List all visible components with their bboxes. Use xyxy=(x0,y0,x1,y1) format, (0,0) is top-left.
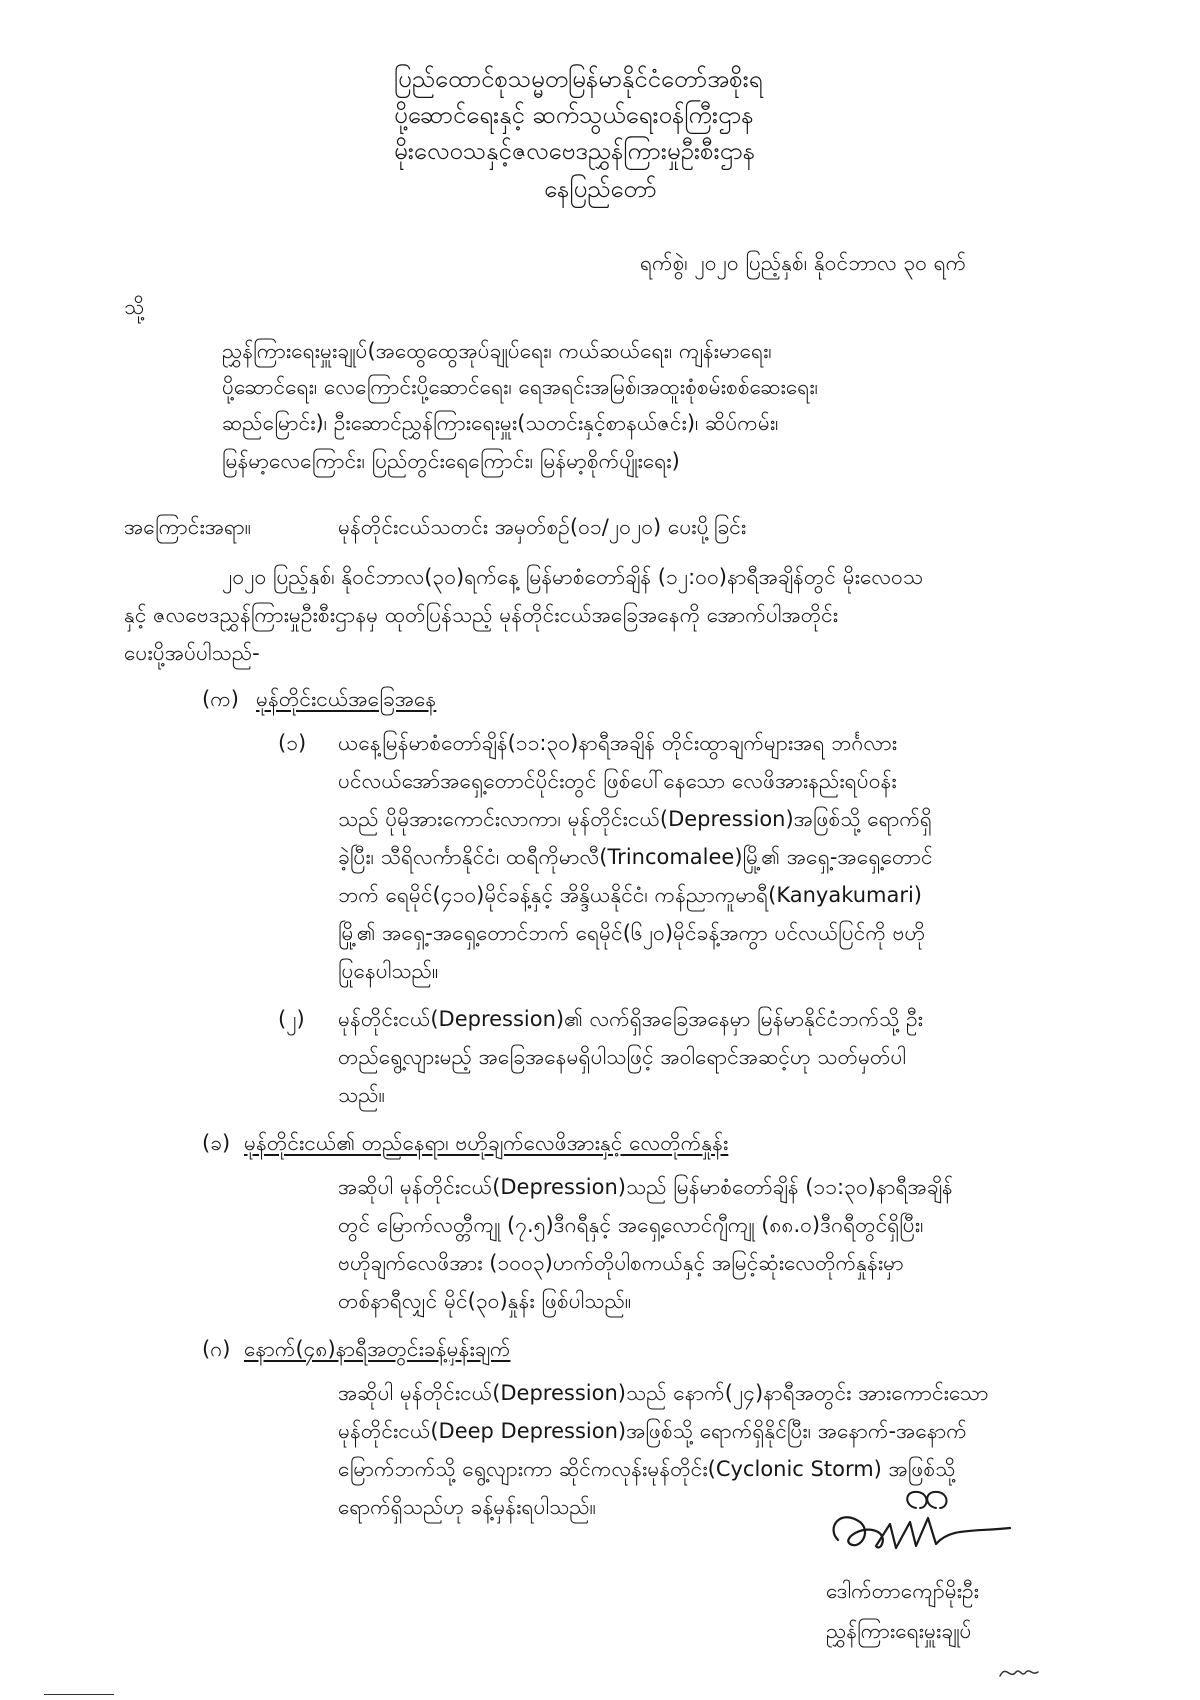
section-a-number: (က) xyxy=(202,687,239,711)
item-1-line: မြို့၏ အရှေ့-အရှေ့တောင်ဘက် ရေမိုင်(၆၂၀)မိုင်ခန့်အကွာ ပင်လယ်ပြင်ကို ဗဟို xyxy=(338,921,926,945)
corner-rule xyxy=(44,1694,114,1695)
item-1-number: (၁) xyxy=(278,731,307,755)
recipients-line: မြန်မာ့လေကြောင်း၊ ပြည်တွင်းရေကြောင်း၊ မြန်မာ့စိုက်ပျိုးရေး) xyxy=(222,449,680,473)
section-c-line: မုန်တိုင်းငယ်(Deep Depression)အဖြစ်သို့ ရောက်ရှိနိုင်ပြီး၊ အနောက်-အနောက် xyxy=(338,1419,967,1443)
intro-line: ပေးပို့အပ်ပါသည်- xyxy=(124,641,260,665)
intro-line: နှင့် ဇလဗေဒညွှန်ကြားမှုဦးစီးဌာနမှ ထုတ်ပြန်သည့် မုန်တိုင်းငယ်အခြေအနေကို အောက်ပါအတိုင်း xyxy=(124,603,839,627)
section-c-line: အဆိုပါ မုန်တိုင်းငယ်(Depression)သည် နောက်(၂၄)နာရီအတွင်း အားကောင်းသော xyxy=(338,1381,989,1405)
recipients-line: ညွှန်ကြားရေးမှူးချုပ်(အထွေထွေအုပ်ချုပ်ရေး၊ ကယ်ဆယ်ရေး၊ ကျန်းမာရေး၊ xyxy=(222,339,772,363)
item-1-line: ယနေ့မြန်မာစံတော်ချိန်(၁၁:၃၀)နာရီအချိန် တိုင်းထွာချက်များအရ ဘင်္ဂလား xyxy=(338,731,898,755)
recipients-line: ပို့ဆောင်ရေး၊ လေကြောင်းပို့ဆောင်ရေး၊ ရေအရင်းအမြစ်၊အထူးစုံစမ်းစစ်ဆေးရေး၊ xyxy=(222,375,818,399)
section-b-line: တစ်နာရီလျှင် မိုင်(၃၀)နှုန်း ဖြစ်ပါသည်။ xyxy=(338,1289,632,1313)
section-b-number: (ခ) xyxy=(202,1131,231,1155)
recipients-line: ဆည်မြောင်း)၊ ဦးဆောင်ညွှန်ကြားရေးမှူး(သတင်းနှင့်စာနယ်ဇင်း)၊ ဆိပ်ကမ်း၊ xyxy=(222,411,779,435)
initials-mark xyxy=(996,1660,1042,1684)
item-1-line: ပြုနေပါသည်။ xyxy=(338,959,439,983)
signatory-name: ဒေါက်တာကျော်မိုးဦး xyxy=(826,1579,980,1603)
subject-label: အကြောင်းအရာ။ xyxy=(124,515,252,539)
section-c-number: (ဂ) xyxy=(202,1337,231,1361)
letterhead-line-department: မိုးလေဝသနှင့်ဇလဗေဒညွှန်ကြားမှုဦးစီးဌာန xyxy=(394,137,756,165)
section-b-line: အဆိုပါ မုန်တိုင်းငယ်(Depression)သည် မြန်မာစံတော်ချိန် (၁၁:၃၀)နာရီအချိန် xyxy=(338,1175,953,1199)
section-b-heading: မုန်တိုင်းငယ်၏ တည်နေရာ၊ ဗဟိုချက်လေဖိအားနှင့် လေတိုက်နှုန်း xyxy=(244,1131,729,1155)
item-1-line: ဘက် ရေမိုင်(၄၁၀)မိုင်ခန့်နှင့် အိန္ဒိယနိုင်ငံ၊ ကန်ညာကူမာရီ(Kanyakumari) xyxy=(338,883,923,907)
signatory-title: ညွှန်ကြားရေးမှူးချုပ် xyxy=(826,1619,972,1643)
letterhead-line-government: ပြည်ထောင်စုသမ္မတမြန်မာနိုင်ငံတော်အစိုးရ xyxy=(394,65,763,93)
section-c-heading: နောက်(၄၈)နာရီအတွင်းခန့်မှန်းချက် xyxy=(244,1337,511,1361)
letter-date: ရက်စွဲ၊ ၂၀၂၀ ပြည့်နှစ်၊ နိုဝင်ဘာလ ၃၀ ရက် xyxy=(640,251,967,275)
section-c-line: ရောက်ရှိသည်ဟု ခန့်မှန်းရပါသည်။ xyxy=(338,1495,597,1519)
item-1-line: ခဲ့ပြီး၊ သီရိလင်္ကာနိုင်ငံ၊ ထရီကိုမာလီ(Trincomalee)မြို့၏ အရှေ့-အရှေ့တောင် xyxy=(338,845,933,869)
section-c-line: မြောက်ဘက်သို့ ရွေ့လျားကာ ဆိုင်ကလုန်းမုန်တိုင်း(Cyclonic Storm) အဖြစ်သို့ xyxy=(338,1457,956,1481)
item-2-line: တည်ရွေ့လျားမည့် အခြေအနေမရှိပါသဖြင့် အဝါရောင်အဆင့်ဟု သတ်မှတ်ပါ xyxy=(338,1045,907,1069)
item-2-number: (၂) xyxy=(278,1007,305,1031)
item-2-line: မုန်တိုင်းငယ်(Depression)၏ လက်ရှိအခြေအနေမှာ မြန်မာနိုင်ငံဘက်သို့ ဦး xyxy=(338,1007,923,1031)
intro-line: ၂၀၂၀ ပြည့်နှစ်၊ နိုဝင်ဘာလ(၃၀)ရက်နေ့ မြန်မာစံတော်ချိန် (၁၂:၀၀)နာရီအချိန်တွင် မိုးလေဝသ xyxy=(222,565,924,589)
item-2-line: သည်။ xyxy=(338,1083,385,1107)
letterhead-line-city: နေပြည်တော် xyxy=(544,175,657,203)
item-1-line: သည် ပိုမိုအားကောင်းလာကာ၊ မုန်တိုင်းငယ်(Depression)အဖြစ်သို့ ရောက်ရှိ xyxy=(338,807,932,831)
letterhead-line-ministry: ပို့ဆောင်ရေးနှင့် ဆက်သွယ်ရေးဝန်ကြီးဌာန xyxy=(394,101,754,129)
handwritten-signature xyxy=(820,1488,1020,1568)
subject-text: မုန်တိုင်းငယ်သတင်း အမှတ်စဉ်(၀၁/၂၀၂၀) ပေးပို့ခြင်း xyxy=(338,515,747,539)
section-b-line: တွင် မြောက်လတ္တီကျု (၇.၅)ဒီဂရီနှင့် အရှေ့လောင်ဂျီကျု (၈၈.၀)ဒီဂရီတွင်ရှိပြီး၊ xyxy=(338,1213,924,1237)
section-b-line: ဗဟိုချက်လေဖိအား (၁၀၀၃)ဟက်တိုပါစကယ်နှင့် အမြင့်ဆုံးလေတိုက်နှုန်းမှာ xyxy=(338,1251,904,1275)
item-1-line: ပင်လယ်အော်အရှေ့တောင်ပိုင်းတွင် ဖြစ်ပေါ်နေသော လေဖိအားနည်းရပ်ဝန်း xyxy=(338,769,897,793)
section-a-heading: မုန်တိုင်းငယ်အခြေအနေ xyxy=(256,687,437,711)
to-label: သို့ xyxy=(124,295,145,319)
